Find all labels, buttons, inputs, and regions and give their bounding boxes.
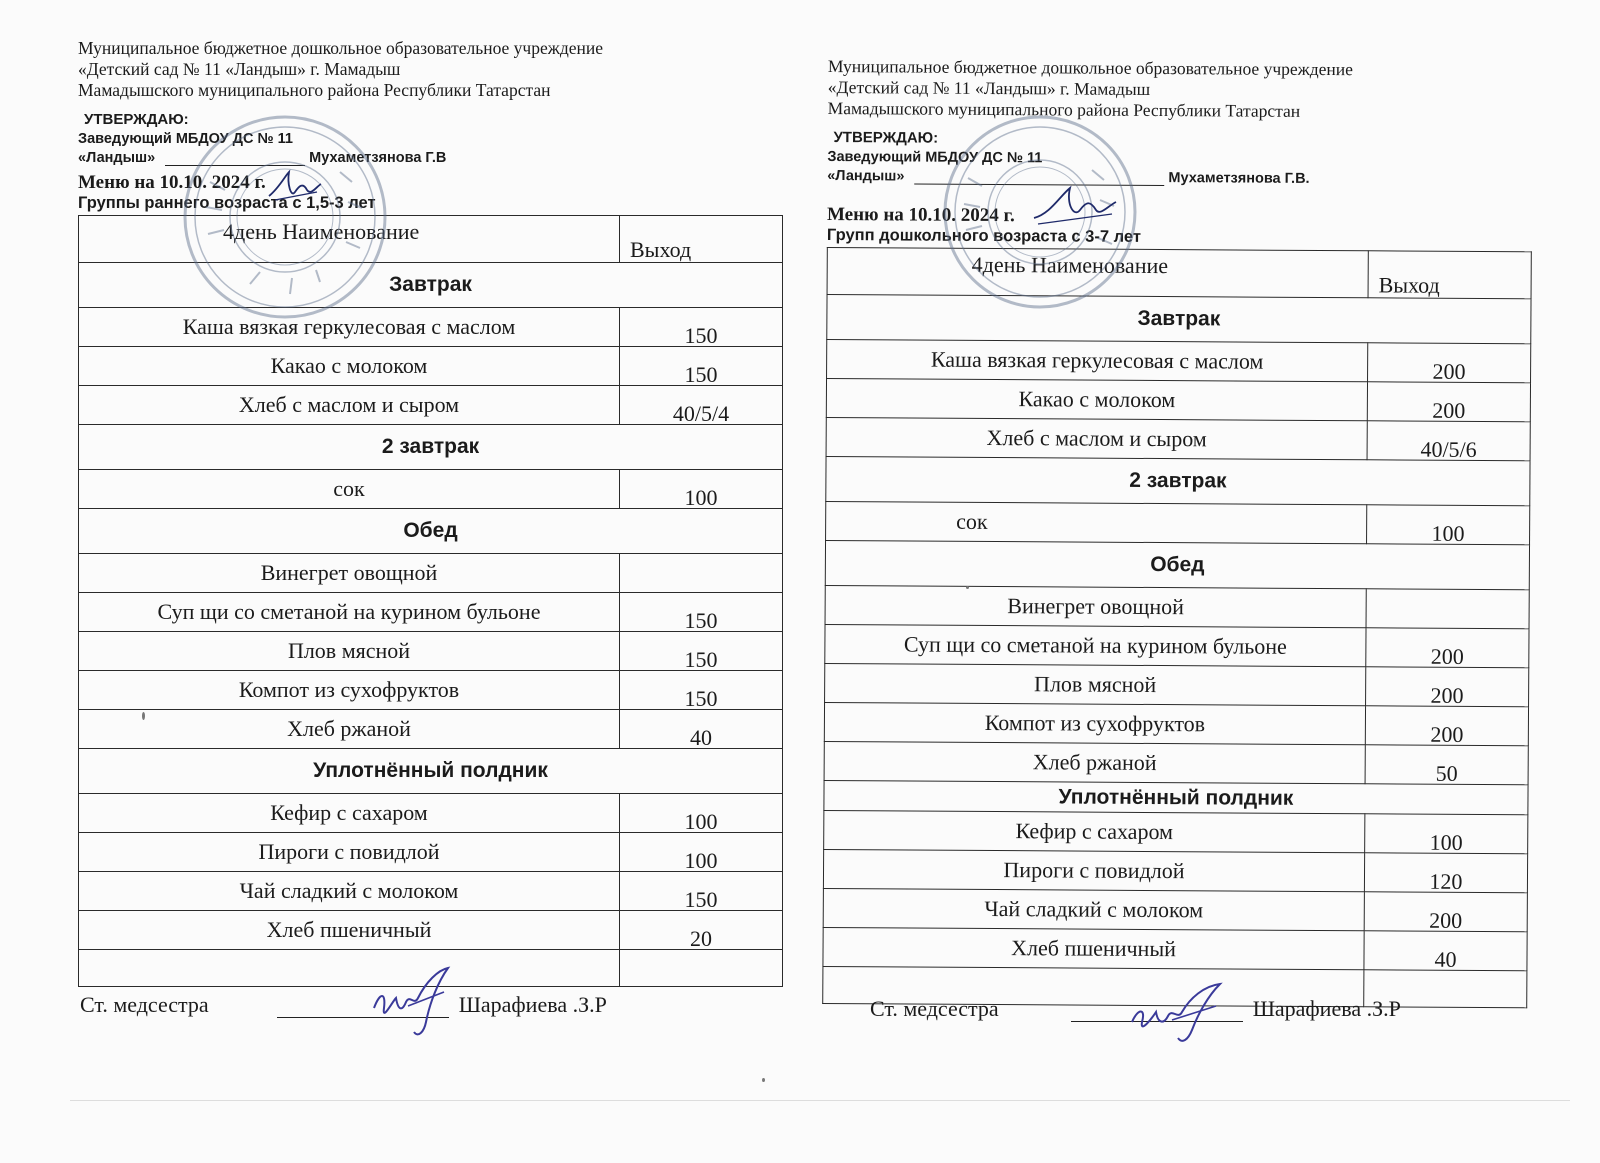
header-name: 4день Наименование	[827, 247, 1368, 297]
director-position: Заведующий МБДОУ ДС № 11	[827, 148, 1043, 167]
scan-speck	[762, 1078, 765, 1082]
group-title: Группы раннего возраста с 1,5-3 лет	[78, 194, 376, 212]
table-row: Какао с молоком 200	[826, 378, 1530, 421]
table-row: Плов мясной 200	[825, 663, 1529, 706]
section-row: Обед	[79, 509, 783, 554]
table-row: Хлеб пшеничный 20	[79, 911, 783, 950]
director-name: Мухаметзянова Г.В	[309, 150, 447, 166]
section-row: Уплотнённый полдник	[79, 749, 783, 794]
approve-label: УТВЕРЖДАЮ:	[84, 111, 189, 128]
table-row: Хлеб с маслом и сыром 40/5/4	[79, 386, 783, 425]
table-row: Суп щи со сметаной на курином бульоне 200	[825, 624, 1529, 667]
director-signature-line	[165, 149, 305, 166]
table-row: Чай сладкий с молоком 150	[79, 872, 783, 911]
header-name: 4день Наименование	[79, 216, 620, 263]
menu-table	[822, 247, 1532, 1008]
group-title: Групп дошкольного возраста с 3-7 лет	[826, 225, 1142, 246]
scan-speck	[142, 712, 145, 720]
header-yield: Выход	[1368, 251, 1531, 299]
table-row: Чай сладкий с молоком 200	[823, 888, 1527, 931]
approve-label: УТВЕРЖДАЮ:	[833, 129, 939, 147]
table-row: Плов мясной 150	[79, 632, 783, 671]
table-row: Компот из сухофруктов 150	[79, 671, 783, 710]
table-header	[79, 216, 783, 263]
table-row: Кефир с сахаром 100	[79, 794, 783, 833]
table-header	[827, 247, 1531, 298]
section-row: Завтрак	[79, 263, 783, 308]
table-row: сок 100	[826, 501, 1530, 544]
table-row: Винегрет овощной	[825, 585, 1529, 628]
table-row: Компот из сухофруктов 200	[824, 702, 1528, 745]
nurse-label: Ст. медсестра	[80, 992, 209, 1017]
table-row: Пироги с повидлой 100	[79, 833, 783, 872]
nurse-signature-line	[277, 997, 449, 1018]
table-row: Суп щи со сметаной на курином бульоне 150	[79, 593, 783, 632]
section-row: Уплотнённый полдник	[824, 780, 1528, 814]
scan-speck	[966, 586, 969, 589]
table-row: Хлеб ржаной 40	[79, 710, 783, 749]
menu-date: Меню на 10.10. 2024 г.	[78, 172, 266, 193]
section-row: 2 завтрак	[826, 456, 1530, 505]
menu-sheet-preschool	[828, 56, 1533, 1004]
menu-table	[78, 215, 783, 987]
director-position: Заведующий МБДОУ ДС № 11	[78, 131, 294, 147]
nurse-label: Ст. медсестра	[870, 996, 999, 1021]
table-row: Каша вязкая геркулесовая с маслом 200	[827, 339, 1531, 382]
table-row: сок 100	[79, 470, 783, 509]
menu-sheet-early-age	[78, 38, 783, 987]
section-row: 2 завтрак	[79, 425, 783, 470]
table-row: Хлеб пшеничный 40	[823, 927, 1527, 970]
approval-block	[78, 110, 783, 168]
nurse-name: Шарафиева .З.Р	[1252, 996, 1401, 1021]
table-row: Хлеб с маслом и сыром 40/5/6	[826, 417, 1530, 460]
table-row-empty	[79, 950, 783, 987]
header-yield: Выход	[620, 216, 783, 263]
director-position-cont: «Ландыш»	[827, 167, 905, 185]
table-row: Хлеб ржаной 50	[824, 741, 1528, 784]
table-row: Каша вязкая геркулесовая с маслом 150	[79, 308, 783, 347]
table-row: Винегрет овощной	[79, 554, 783, 593]
organization-name: Муниципальное бюджетное дошкольное образовательное учреждение «Детский сад № 11 «Ландыш» г. Мамадыш Мамадышского муниципального района Республики Татарстан	[827, 56, 1353, 121]
director-name: Мухаметзянова Г.В.	[1168, 170, 1310, 187]
table-row: Пироги с повидлой 120	[823, 849, 1527, 892]
section-row: Завтрак	[827, 294, 1531, 343]
scan-edge	[70, 1100, 1570, 1101]
section-row: Обед	[825, 540, 1529, 589]
menu-date: Меню на 10.10. 2024 г.	[826, 203, 1015, 227]
organization-name: Муниципальное бюджетное дошкольное образовательное учреждение «Детский сад № 11 «Ландыш» г. Мамадыш Мамадышского муниципального района Республики Татарстан	[78, 38, 603, 100]
nurse-signature-left	[80, 992, 607, 1018]
director-signature-line	[914, 168, 1164, 187]
table-row: Какао с молоком 150	[79, 347, 783, 386]
nurse-name: Шарафиева .З.Р	[458, 992, 607, 1017]
approval-block	[827, 128, 1532, 190]
table-row: Кефир с сахаром 100	[824, 810, 1528, 853]
nurse-signature-line	[1071, 1001, 1243, 1022]
nurse-signature-right	[870, 996, 1401, 1022]
director-position-cont: «Ландыш»	[78, 150, 156, 166]
